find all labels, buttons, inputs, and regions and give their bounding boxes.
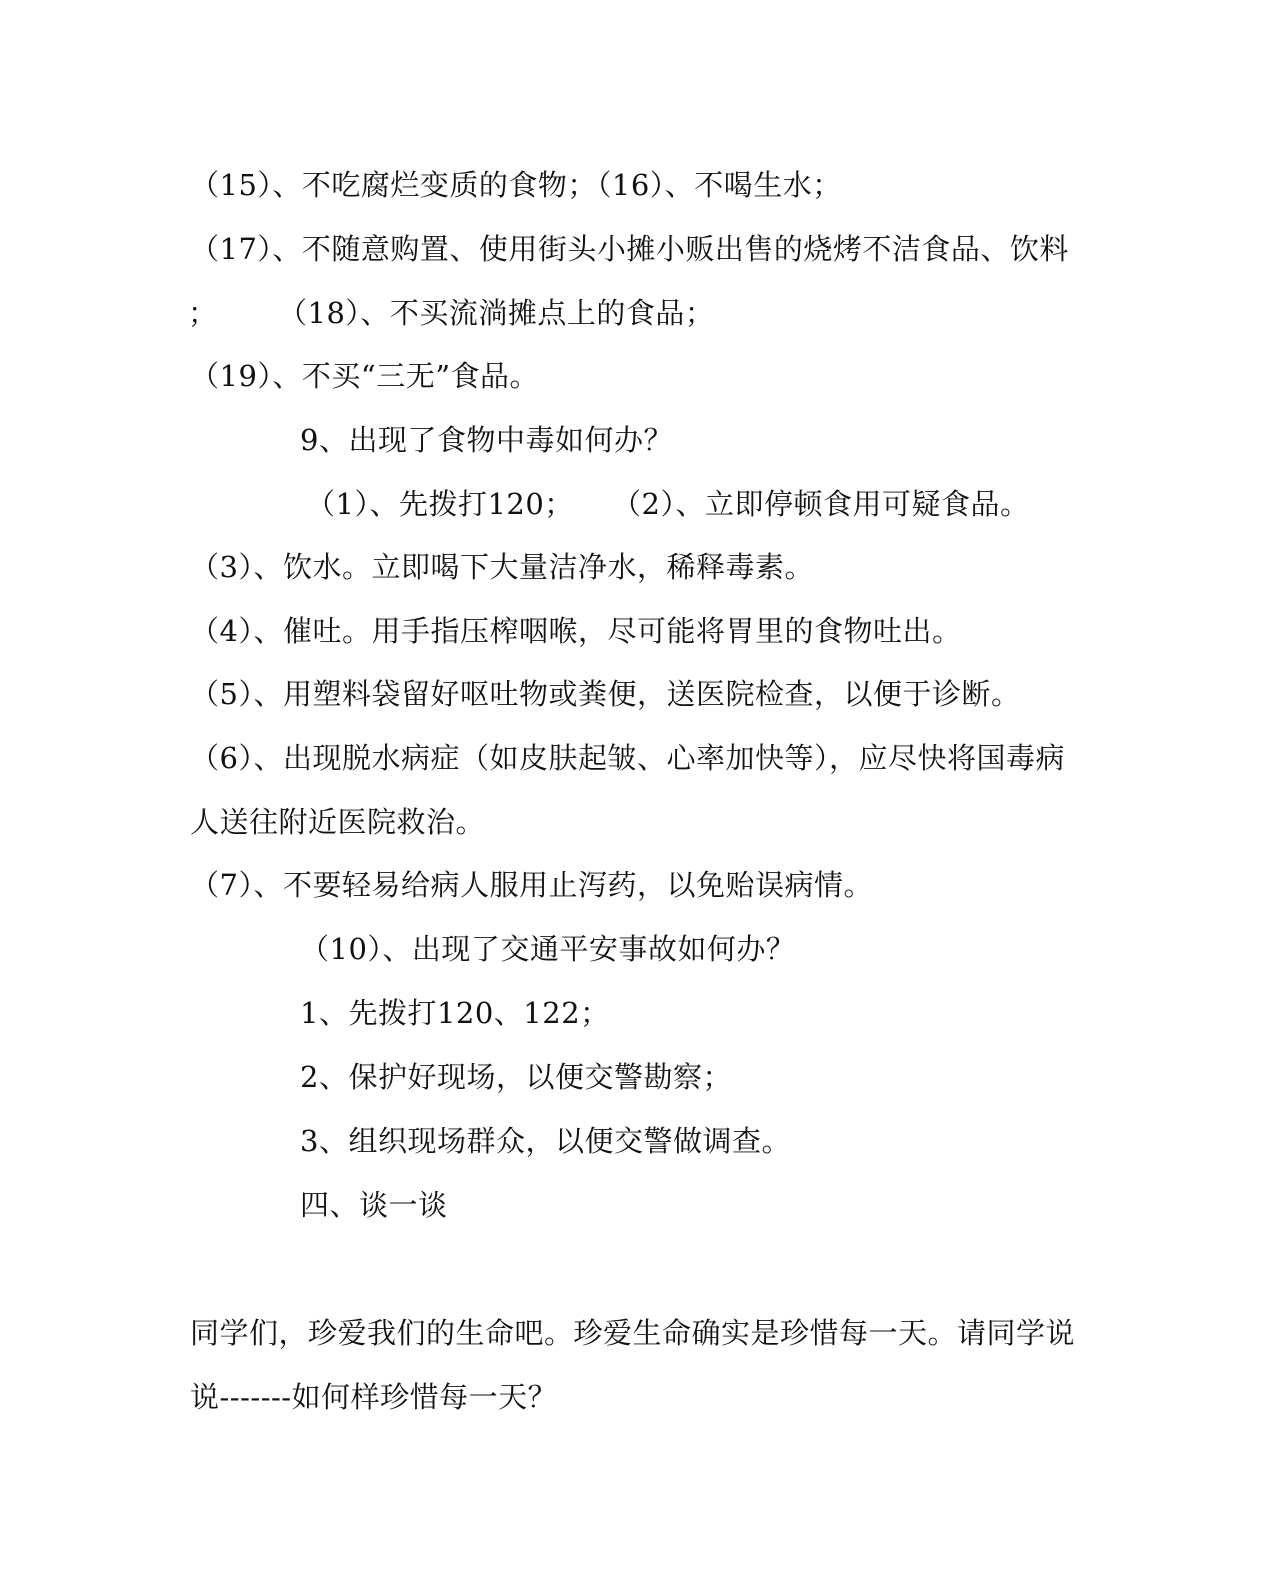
text-line-semicolon: ； <box>188 296 218 330</box>
text-line-17: （17）、不随意购置、使用街头小摊小贩出售的烧烤不洁食品、饮料 <box>190 232 1069 266</box>
text-line-19: （19）、不买“三无”食品。 <box>190 359 540 393</box>
paragraph-line-1: 同学们，珍爱我们的生命吧。珍爱生命确实是珍惜每一天。请同学说 <box>190 1316 1076 1350</box>
text-line-step-7: （7）、不要轻易给病人服用止泻药，以免贻误病情。 <box>190 868 873 902</box>
section-heading-food-poisoning: 9、出现了食物中毒如何办？ <box>300 423 673 457</box>
text-line-step-4: （4）、催吐。用手指压榨咽喉，尽可能将胃里的食物吐出。 <box>190 614 962 648</box>
text-line-traffic-2: 2、保护好现场，以便交警勘察； <box>300 1060 732 1094</box>
section-heading-discussion: 四、谈一谈 <box>300 1188 448 1222</box>
text-line-step-5: （5）、用塑料袋留好呕吐物或粪便，送医院检查，以便于诊断。 <box>190 677 1021 711</box>
text-line-traffic-3: 3、组织现场群众，以便交警做调查。 <box>300 1124 791 1158</box>
text-line-18: （18）、不买流淌摊点上的食品； <box>278 296 715 330</box>
text-line-step-3: （3）、饮水。立即喝下大量洁净水，稀释毒素。 <box>190 550 814 584</box>
text-line-15-16: （15）、不吃腐烂变质的食物；（16）、不喝生水； <box>190 168 842 202</box>
text-line-step-6: （6）、出现脱水病症（如皮肤起皱、心率加快等），应尽快将国毒病 <box>190 741 1065 775</box>
text-line-step-2: （2）、立即停顿食用可疑食品。 <box>612 487 1030 521</box>
text-line-step-6-cont: 人送往附近医院救治。 <box>190 805 486 839</box>
paragraph-line-2: 说-------如何样珍惜每一天？ <box>190 1380 558 1414</box>
section-heading-traffic-accident: （10）、出现了交通平安事故如何办？ <box>300 932 796 966</box>
text-line-traffic-1: 1、先拨打120、122； <box>300 996 610 1030</box>
text-line-step-1: （1）、先拨打120； <box>306 487 574 521</box>
